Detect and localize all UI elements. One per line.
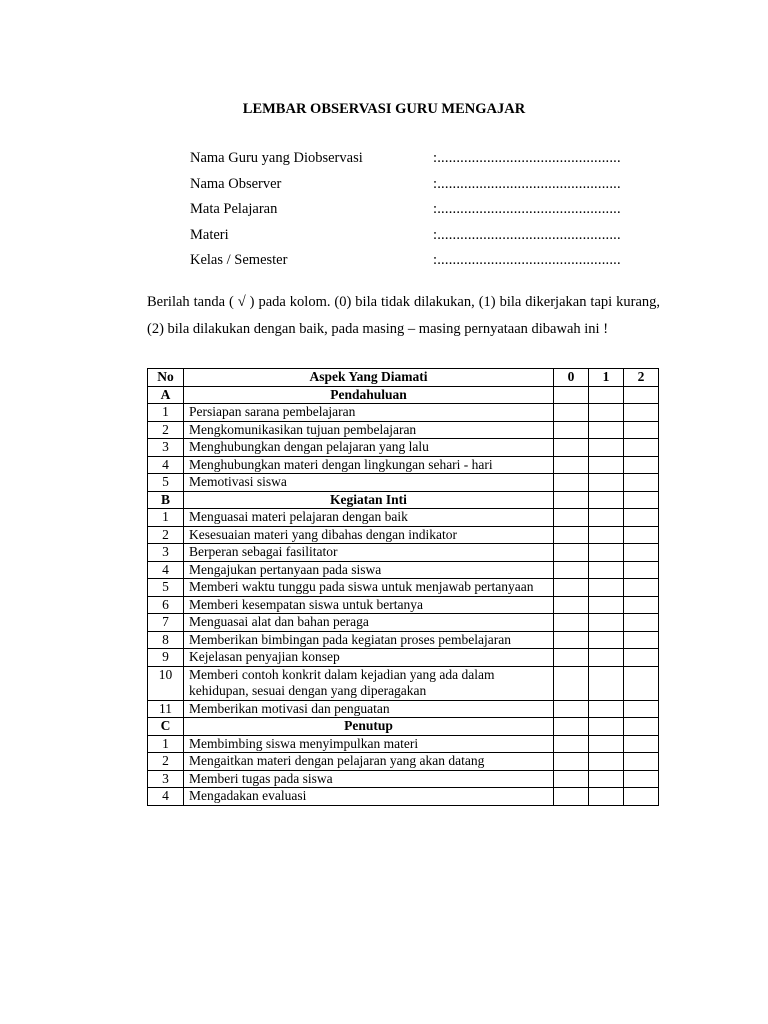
table-row	[148, 631, 659, 649]
score-cell-0[interactable]	[554, 579, 589, 597]
identity-fields	[190, 150, 650, 278]
score-cell-2[interactable]	[624, 456, 659, 474]
item-number: 5	[148, 474, 184, 492]
score-cell-1[interactable]	[589, 735, 624, 753]
item-text: Persiapan sarana pembelajaran	[184, 404, 554, 422]
item-number: 10	[148, 666, 184, 700]
section-code: A	[148, 386, 184, 404]
table-header-row	[148, 369, 659, 387]
item-text: Kejelasan penyajian konsep	[184, 649, 554, 667]
item-text: Memberikan bimbingan pada kegiatan proses pembelajaran	[184, 631, 554, 649]
score-cell-2[interactable]	[624, 421, 659, 439]
score-cell-1[interactable]	[589, 788, 624, 806]
score-cell-2[interactable]	[624, 561, 659, 579]
field-subject	[190, 201, 650, 227]
field-blank[interactable]: :................................................	[433, 175, 621, 192]
field-blank[interactable]: :................................................	[433, 201, 621, 217]
section-row	[148, 386, 659, 404]
score-cell-1[interactable]	[589, 474, 624, 492]
score-cell-2[interactable]	[624, 649, 659, 667]
score-cell-1[interactable]	[589, 544, 624, 562]
score-cell-1[interactable]	[589, 421, 624, 439]
score-cell-0[interactable]	[554, 631, 589, 649]
score-cell-1[interactable]	[589, 631, 624, 649]
item-text: Memberi contoh konkrit dalam kejadian yang ada dalam kehidupan, sesuai dengan yang diperagakan	[184, 666, 554, 700]
item-text: Membimbing siswa menyimpulkan materi	[184, 735, 554, 753]
score-cell-2[interactable]	[624, 404, 659, 422]
score-cell-2[interactable]	[624, 770, 659, 788]
score-cell-0[interactable]	[554, 491, 589, 509]
field-blank[interactable]: :................................................	[433, 150, 621, 166]
score-cell-1[interactable]	[589, 579, 624, 597]
score-cell-1[interactable]	[589, 770, 624, 788]
item-number: 11	[148, 700, 184, 718]
field-observer-name	[190, 176, 650, 202]
field-label: Kelas / Semester	[190, 252, 288, 268]
item-number: 3	[148, 439, 184, 457]
item-number: 2	[148, 753, 184, 771]
score-cell-1[interactable]	[589, 649, 624, 667]
score-cell-2[interactable]	[624, 631, 659, 649]
table-row	[148, 788, 659, 806]
score-cell-2[interactable]	[624, 614, 659, 632]
score-cell-0[interactable]	[554, 649, 589, 667]
table-row	[148, 666, 659, 700]
item-number: 2	[148, 421, 184, 439]
score-cell-0[interactable]	[554, 526, 589, 544]
score-cell-1[interactable]	[589, 596, 624, 614]
table-row	[148, 526, 659, 544]
table-row	[148, 474, 659, 492]
score-cell-2[interactable]	[624, 491, 659, 509]
item-text: Kesesuaian materi yang dibahas dengan indikator	[184, 526, 554, 544]
score-cell-1[interactable]	[589, 456, 624, 474]
field-blank[interactable]: :................................................	[433, 226, 621, 243]
score-cell-2[interactable]	[624, 596, 659, 614]
score-cell-0[interactable]	[554, 596, 589, 614]
score-cell-2[interactable]	[624, 439, 659, 457]
score-cell-0[interactable]	[554, 509, 589, 527]
item-number: 6	[148, 596, 184, 614]
field-teacher-name	[190, 150, 650, 176]
score-cell-1[interactable]	[589, 404, 624, 422]
section-code: B	[148, 491, 184, 509]
document-title: LEMBAR OBSERVASI GURU MENGAJAR	[242, 101, 526, 117]
item-text: Memotivasi siswa	[184, 474, 554, 492]
table-row	[148, 770, 659, 788]
item-text: Mengkomunikasikan tujuan pembelajaran	[184, 421, 554, 439]
score-cell-2[interactable]	[624, 700, 659, 718]
score-cell-1[interactable]	[589, 491, 624, 509]
field-label: Nama Observer	[190, 175, 282, 192]
item-number: 2	[148, 526, 184, 544]
item-number: 5	[148, 579, 184, 597]
header-aspect: Aspek Yang Diamati	[184, 369, 554, 387]
observation-table	[147, 368, 659, 806]
item-text: Menguasai materi pelajaran dengan baik	[184, 509, 554, 527]
table-row	[148, 614, 659, 632]
score-cell-1[interactable]	[589, 386, 624, 404]
table-row	[148, 439, 659, 457]
section-row	[148, 718, 659, 736]
score-cell-0[interactable]	[554, 700, 589, 718]
item-text: Menghubungkan dengan pelajaran yang lalu	[184, 439, 554, 457]
header-no: No	[148, 369, 184, 387]
header-score-0: 0	[554, 369, 589, 387]
item-text: Memberikan motivasi dan penguatan	[184, 700, 554, 718]
item-number: 4	[148, 561, 184, 579]
score-cell-1[interactable]	[589, 526, 624, 544]
score-cell-0[interactable]	[554, 456, 589, 474]
item-text: Menguasai alat dan bahan peraga	[184, 614, 554, 632]
score-cell-2[interactable]	[624, 718, 659, 736]
table-row	[148, 753, 659, 771]
field-label: Materi	[190, 226, 229, 243]
score-cell-2[interactable]	[624, 509, 659, 527]
header-score-1: 1	[589, 369, 624, 387]
field-label: Nama Guru yang Diobservasi	[190, 150, 363, 166]
score-cell-0[interactable]	[554, 614, 589, 632]
score-cell-0[interactable]	[554, 474, 589, 492]
score-cell-2[interactable]	[624, 386, 659, 404]
score-cell-2[interactable]	[624, 526, 659, 544]
table-row	[148, 596, 659, 614]
score-cell-1[interactable]	[589, 439, 624, 457]
score-cell-1[interactable]	[589, 666, 624, 700]
item-number: 4	[148, 788, 184, 806]
item-text: Menghubungkan materi dengan lingkungan sehari - hari	[184, 456, 554, 474]
score-cell-1[interactable]	[589, 561, 624, 579]
score-cell-0[interactable]	[554, 544, 589, 562]
score-cell-2[interactable]	[624, 666, 659, 700]
field-class-semester	[190, 252, 650, 278]
score-cell-2[interactable]	[624, 735, 659, 753]
item-text: Memberi kesempatan siswa untuk bertanya	[184, 596, 554, 614]
table-row	[148, 456, 659, 474]
header-score-2: 2	[624, 369, 659, 387]
item-text: Berperan sebagai fasilitator	[184, 544, 554, 562]
section-code: C	[148, 718, 184, 736]
item-text: Memberi tugas pada siswa	[184, 770, 554, 788]
score-cell-0[interactable]	[554, 666, 589, 700]
table-row	[148, 735, 659, 753]
item-number: 4	[148, 456, 184, 474]
score-cell-1[interactable]	[589, 700, 624, 718]
score-cell-0[interactable]	[554, 561, 589, 579]
table-row	[148, 404, 659, 422]
score-cell-1[interactable]	[589, 718, 624, 736]
score-cell-2[interactable]	[624, 788, 659, 806]
section-title: Penutup	[184, 718, 554, 736]
score-cell-0[interactable]	[554, 735, 589, 753]
table-row	[148, 544, 659, 562]
table-row	[148, 700, 659, 718]
score-cell-0[interactable]	[554, 421, 589, 439]
field-blank[interactable]: :................................................	[433, 252, 621, 268]
item-text: Memberi waktu tunggu pada siswa untuk menjawab pertanyaan	[184, 579, 554, 597]
score-cell-0[interactable]	[554, 788, 589, 806]
score-cell-2[interactable]	[624, 579, 659, 597]
item-number: 7	[148, 614, 184, 632]
item-number: 8	[148, 631, 184, 649]
score-cell-0[interactable]	[554, 770, 589, 788]
field-material	[190, 227, 650, 253]
item-text: Mengaitkan materi dengan pelajaran yang akan datang	[184, 753, 554, 771]
score-cell-0[interactable]	[554, 404, 589, 422]
table-row	[148, 579, 659, 597]
score-cell-0[interactable]	[554, 718, 589, 736]
table-row	[148, 561, 659, 579]
score-cell-2[interactable]	[624, 544, 659, 562]
section-title: Kegiatan Inti	[184, 491, 554, 509]
item-text: Mengajukan pertanyaan pada siswa	[184, 561, 554, 579]
score-cell-2[interactable]	[624, 753, 659, 771]
score-cell-2[interactable]	[624, 474, 659, 492]
item-number: 1	[148, 404, 184, 422]
section-row	[148, 491, 659, 509]
score-cell-1[interactable]	[589, 753, 624, 771]
item-text: Mengadakan evaluasi	[184, 788, 554, 806]
table-row	[148, 649, 659, 667]
instruction-text: Berilah tanda ( √ ) pada kolom. (0) bila tidak dilakukan, (1) bila dikerjakan tapi kurang, (2) bila dilakukan dengan baik, pada masing – masing pernyataan dibawah ini !	[147, 294, 660, 337]
item-number: 3	[148, 770, 184, 788]
field-label: Mata Pelajaran	[190, 201, 278, 217]
score-cell-0[interactable]	[554, 753, 589, 771]
section-title: Pendahuluan	[184, 386, 554, 404]
score-cell-0[interactable]	[554, 386, 589, 404]
score-cell-1[interactable]	[589, 509, 624, 527]
item-number: 3	[148, 544, 184, 562]
score-cell-1[interactable]	[589, 614, 624, 632]
item-number: 1	[148, 735, 184, 753]
item-number: 9	[148, 649, 184, 667]
item-number: 1	[148, 509, 184, 527]
table-row	[148, 421, 659, 439]
table-row	[148, 509, 659, 527]
score-cell-0[interactable]	[554, 439, 589, 457]
